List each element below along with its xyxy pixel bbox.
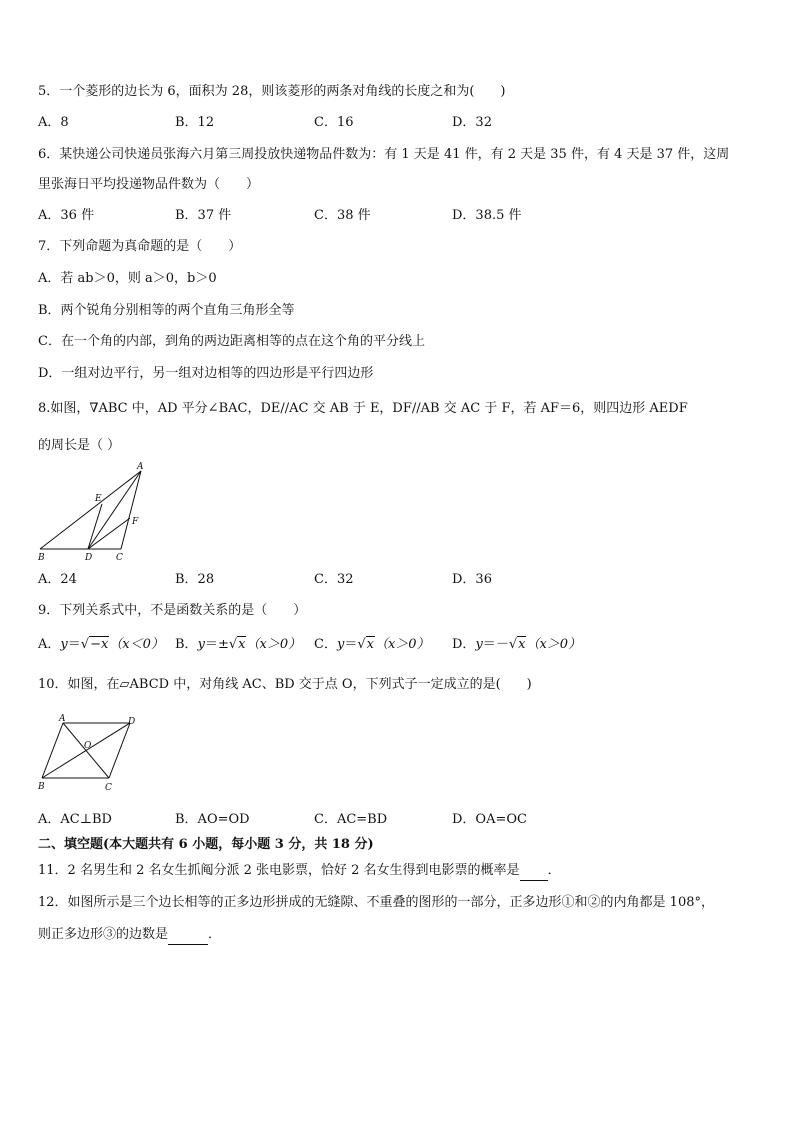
q8-segment-ba [40, 471, 141, 549]
q10-label-a: A [59, 714, 66, 724]
q11-line [38, 862, 561, 881]
q7-option-b[interactable]: B．两个锐角分别相等的两个直角三角形全等 [38, 303, 295, 318]
q12-stem-line2: 则正多边形③的边数是 [38, 927, 169, 942]
q6-stem-line1: 6．某快递公司快递员张海六月第三周投放快递物品件数为：有 1 天是 41 件，有 2 天是 35 件，有 4 天是 37 件，这周 [38, 147, 730, 162]
q9-option-d-radical-sign: √ [508, 637, 518, 652]
q8-label-b: B [38, 553, 45, 563]
q11-answer-blank[interactable] [520, 862, 548, 881]
q7-stem: 7．下列命题为真命题的是（ ） [38, 239, 242, 254]
q9-option-b-lhs: y [197, 637, 205, 652]
q11-tail: ． [547, 863, 561, 878]
q12-tail: ． [208, 927, 222, 942]
q9-option-a-condition: （x＜0） [109, 637, 164, 652]
q8-label-d: D [85, 553, 93, 563]
q7-option-c[interactable]: C．在一个角的内部，到角的两边距离相等的点在这个角的平分线上 [38, 334, 425, 349]
q11-stem: 11．2 名男生和 2 名女生抓阄分派 2 张电影票，恰好 2 名女生得到电影票的概率是 [38, 863, 520, 878]
q9-option-b-prefix: B． [175, 637, 198, 652]
q10-option-c[interactable]: C．AC=BD [314, 812, 388, 827]
q8-segment-ad [88, 471, 141, 549]
q9-option-b-radical-sign: √ [228, 637, 238, 652]
q8-option-a[interactable]: A．24 [38, 572, 77, 587]
q9-option-b-eq: ＝ [204, 637, 218, 652]
q9-option-a-prefix: A． [38, 637, 61, 652]
q8-segment-df [88, 518, 130, 549]
q8-option-c[interactable]: C．32 [314, 572, 354, 587]
q12-answer-blank[interactable] [168, 926, 208, 945]
q5-option-d[interactable]: D．32 [452, 115, 492, 130]
q8-triangle-figure [30, 460, 160, 566]
q8-option-b[interactable]: B．28 [175, 572, 215, 587]
q7-option-a[interactable]: A．若 ab＞0，则 a＞0，b＞0 [38, 271, 217, 286]
q10-option-b[interactable]: B．AO=OD [175, 812, 250, 827]
q9-option-d-lhs: y [475, 637, 483, 652]
q5-option-b[interactable]: B．12 [175, 115, 215, 130]
q10-label-c: C [105, 783, 112, 793]
q9-option-c-lhs: y [336, 637, 345, 652]
q9-option-c-radical-sign: √ [357, 637, 366, 652]
q9-option-a-eq: ＝ [67, 637, 81, 652]
q8-stem-line1: 8.如图，∇ABC 中，AD 平分∠BAC，DE//AC 交 AB 于 E，DF//AB 交 AC 于 F，若 AF＝6，则四边形 AEDF [38, 401, 688, 416]
q8-label-e: E [95, 494, 102, 504]
q9-option-b-radicand: x [238, 637, 246, 652]
q6-option-a[interactable]: A．36 件 [38, 208, 95, 223]
q8-label-a: A [137, 462, 144, 472]
q6-option-d[interactable]: D．38.5 件 [452, 208, 522, 223]
q8-label-c: C [116, 553, 123, 563]
q12-stem-line1: 12．如图所示是三个边长相等的正多边形拼成的无缝隙、不重叠的图形的一部分，正多边形①和②的内角都是 108°， [38, 895, 714, 910]
q10-parallelogram-figure [30, 712, 145, 796]
q6-option-c[interactable]: C．38 件 [314, 208, 371, 223]
q9-option-d-prefix: D． [452, 637, 476, 652]
section2-heading: 二、填空题(本大题共有 6 小题，每小题 3 分，共 18 分) [38, 837, 374, 852]
q9-option-b-pm: ± [217, 637, 229, 652]
q8-segment-ca [121, 471, 141, 549]
q9-option-b[interactable] [175, 636, 301, 654]
q5-stem: 5．一个菱形的边长为 6，面积为 28，则该菱形的两条对角线的长度之和为( ) [38, 84, 506, 99]
q9-option-a-lhs: y [60, 637, 68, 652]
q8-stem-line2: 的周长是（ ） [38, 438, 121, 453]
q10-label-b: B [38, 782, 45, 792]
q9-option-d-eq: ＝ [482, 637, 496, 652]
q8-label-f: F [132, 517, 139, 527]
q6-stem-line2: 里张海日平均投递物品件数为（ ） [38, 177, 260, 192]
q8-option-d[interactable]: D．36 [452, 572, 492, 587]
q9-option-c-condition: （x＞0） [374, 637, 430, 652]
q9-option-c[interactable] [314, 636, 430, 654]
q5-option-a[interactable]: A．8 [38, 115, 69, 130]
q10-stem: 10．如图，在▱ABCD 中，对角线 AC、BD 交于点 O，下列式子一定成立的是( ) [38, 677, 532, 692]
q9-option-a-radical-sign: √ [80, 637, 90, 652]
q9-option-a-radicand: −x [90, 637, 109, 652]
q9-option-a[interactable] [38, 636, 164, 654]
q10-segment-dc [109, 723, 130, 778]
q9-option-b-condition: （x＞0） [246, 637, 302, 652]
q10-option-d[interactable]: D．OA=OC [452, 812, 527, 827]
q9-option-d-condition: （x＞0） [526, 637, 582, 652]
q9-option-c-eq: ＝ [344, 637, 358, 652]
q9-option-d-pm: － [495, 637, 509, 652]
q10-segment-ab [42, 723, 63, 778]
q9-option-c-radicand: x [366, 637, 374, 652]
q12-line2 [38, 926, 221, 945]
q10-option-a[interactable]: A．AC⊥BD [38, 812, 112, 827]
q9-option-d-radicand: x [518, 637, 526, 652]
q9-option-d[interactable] [452, 636, 581, 654]
q7-option-d[interactable]: D．一组对边平行，另一组对边相等的四边形是平行四边形 [38, 366, 374, 381]
q6-option-b[interactable]: B．37 件 [175, 208, 232, 223]
q9-option-c-prefix: C． [314, 637, 337, 652]
q9-stem: 9．下列关系式中，不是函数关系的是（ ） [38, 603, 307, 618]
q5-option-c[interactable]: C．16 [314, 115, 354, 130]
q10-label-d: D [128, 717, 136, 727]
q10-label-o: O [84, 741, 92, 751]
